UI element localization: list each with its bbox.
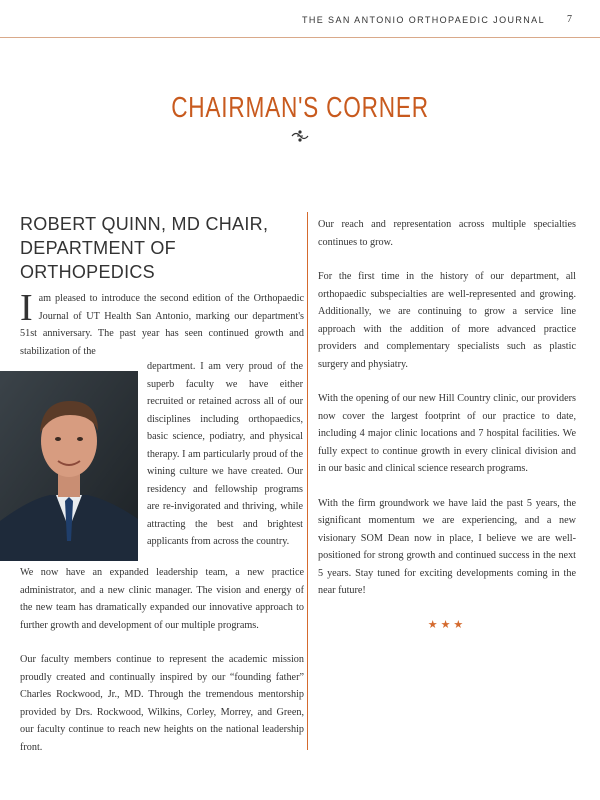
header-divider (0, 37, 600, 38)
author-photo (0, 371, 138, 561)
author-heading: ROBERT QUINN, MD CHAIR, DEPARTMENT OF ORTHOPEDICS (20, 214, 269, 282)
section-title: CHAIRMAN'S CORNER (171, 92, 429, 124)
body-paragraph: With the opening of our new Hill Country clinic, our providers now cover the largest footprint of our practice to date, including 4 major clinic locations and 7 hospital facilities. We fully expect to continue growth in every clinical division and in our basic and clinical science research programs. (318, 393, 576, 474)
body-paragraph: With the firm groundwork we have laid the past 5 years, the significant momentum we are experiencing, and a new visionary SOM Dean now in place, I believe we are well-positioned for strong growth and continued success in the next 5 years. Stay tuned for exciting developments coming in the near future! (318, 497, 576, 596)
page-number: 7 (567, 14, 572, 25)
left-column-body (20, 564, 304, 773)
body-paragraph: Our faculty members continue to represent the academic mission proudly created and continually inspired by our “founding father” Charles Rockwood, Jr., MD. Through the tremendous mentorship provided by Drs. Rockwood, Wilkins, Corley, Morrey, and Green, our faculty continue to reach new heights on the national leadership front. (20, 654, 304, 753)
column-divider (307, 212, 308, 750)
body-paragraph: We now have an expanded leadership team, a new practice administrator, and a new clinic manager. The vision and energy of the new team has dramatically expanded our innovative approach to further growth and development of our multiple programs. (20, 567, 304, 631)
end-mark-stars-icon: ★★★ (427, 618, 467, 631)
running-header (302, 14, 572, 25)
body-paragraph: Our reach and representation across multiple specialties continues to grow. (318, 219, 576, 248)
flourish-ornament-icon (290, 128, 310, 144)
intro-continued: department. I am very proud of the superb faculty we have either recruited or retained across all of our disciplines including orthopaedics, basic science, podiatry, and physical therapy. I am particularly proud of the wining culture we have created. Our residency and fellowship programs are re-invigorated and thriving, while attracting the best and brightest applicants from across the country. (147, 361, 303, 547)
journal-name: THE SAN ANTONIO ORTHOPAEDIC JOURNAL (301, 14, 545, 25)
body-paragraph: For the first time in the history of our department, all orthopaedic subspecialties are well-represented and growing. Additionally, we are continuing to grow a service line approach with the addition of more advanced practice providers and complementary specialists such as plastic surgery and physiatry. (318, 271, 576, 370)
right-column-body (318, 216, 576, 634)
portrait-image (0, 371, 138, 561)
intro-text: am pleased to introduce the second edition of the Orthopaedic Journal of UT Health San Antonio, marking our department's 51st anniversary. The past year has seen continued growth and stabilization of the (20, 293, 304, 357)
drop-cap: I (20, 287, 33, 329)
intro-paragraph (20, 287, 304, 360)
